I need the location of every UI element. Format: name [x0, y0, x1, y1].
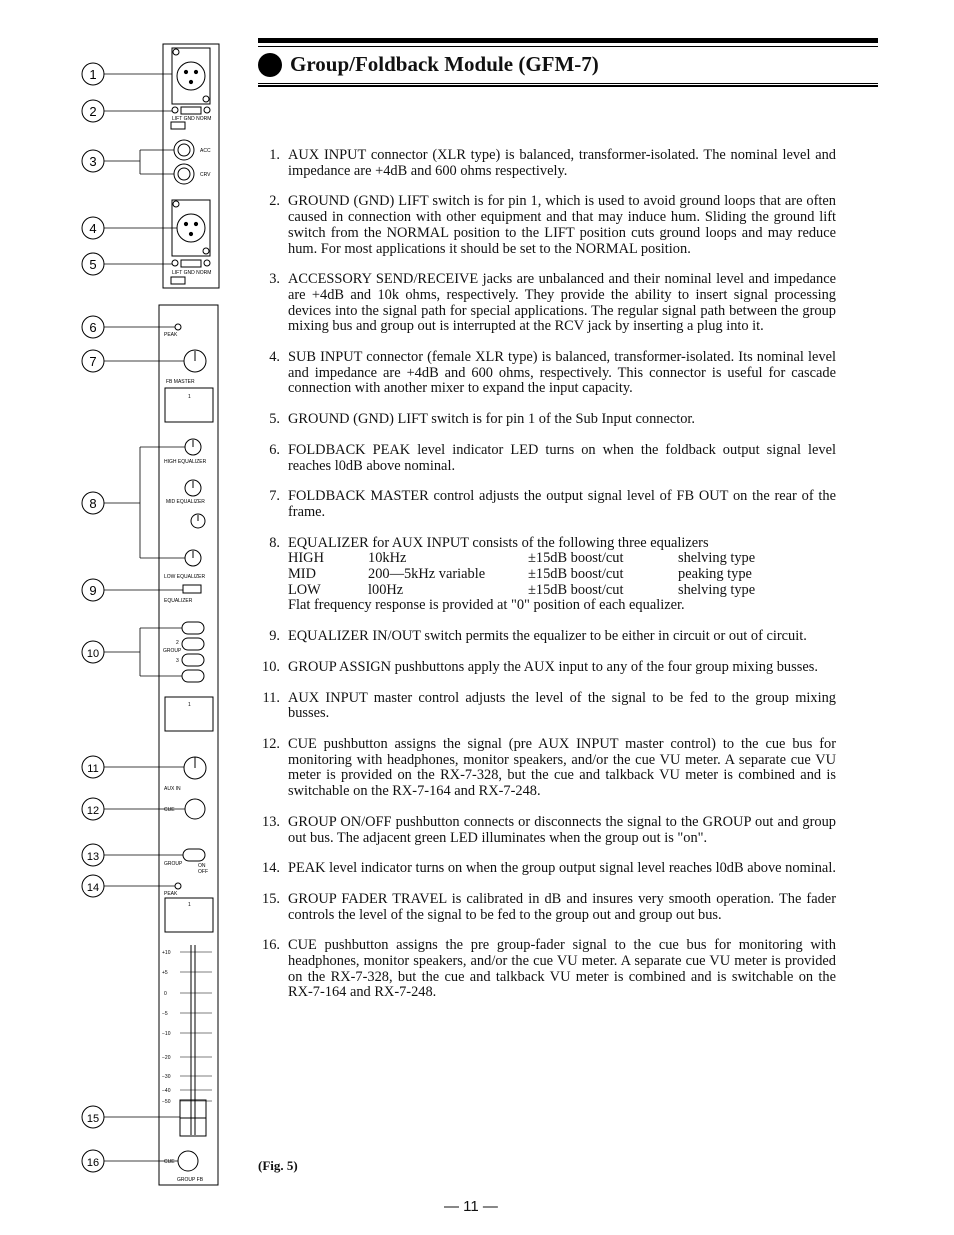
fader-scale-label: −40 [162, 1088, 171, 1094]
eq-cell: ±15dB boost/cut [528, 550, 624, 567]
label-high-eq: HIGH EQUALIZER [164, 459, 207, 465]
label-strip-3: 1 [188, 902, 191, 908]
label-group-num: 3 [176, 658, 179, 664]
cue-button-2-icon [178, 1151, 198, 1171]
label-group-num: 2 [176, 640, 179, 646]
item-text: CUE pushbutton assigns the signal (pre AUX INPUT master control) to the cue bus for monitoring with headphones, monitor speakers, and/or the cue VU meter. A separate cue VU meter is provided on the RX-7-328, but the cue and talkback VU meter is combined and is switchable on the RX-7-164 and RX-7-248. [288, 735, 836, 800]
gnd-lift-switch-2 [181, 260, 201, 267]
fader-scale-label: −50 [162, 1099, 171, 1105]
label-cue-2: CUE [164, 1159, 175, 1165]
acc-receive-jack-icon [174, 164, 194, 184]
item-text: EQUALIZER IN/OUT switch permits the equalizer to be either in circuit or out of circuit. [288, 628, 807, 645]
callout-3: 3 [89, 154, 97, 169]
group-assign-button-2-icon [182, 638, 204, 650]
label-strip-1: 1 [188, 394, 191, 400]
figure-caption: (Fig. 5) [258, 1158, 298, 1173]
eq-cell: 10kHz [368, 550, 407, 567]
aux-input-xlr-icon [177, 62, 205, 90]
item-text: GROUND (GND) LIFT switch is for pin 1 of the Sub Input connector. [288, 411, 696, 428]
group-assign-button-1-icon [182, 622, 204, 634]
label-group-fb: GROUP FB [177, 1177, 204, 1183]
label-off: OFF [198, 869, 208, 875]
callout-12: 12 [86, 805, 100, 817]
fader-scale-label: +5 [162, 970, 168, 976]
label-equalizer: EQUALIZER [164, 598, 193, 604]
item-number: 12. [262, 735, 280, 752]
item-number: 9. [269, 628, 280, 645]
label-mid-eq: MID EQUALIZER [166, 499, 205, 505]
callout-8: 8 [89, 496, 97, 511]
eq-cell: shelving type [678, 550, 756, 567]
fader-scale-label: 0 [164, 991, 167, 997]
eq-cell: shelving type [678, 581, 756, 598]
item-number: 6. [269, 441, 280, 458]
fader-scale-label: −10 [162, 1031, 171, 1037]
gnd-lift-switch-1 [181, 107, 201, 114]
label-aux-in: AUX IN [164, 786, 181, 792]
eq-cell: 200—5kHz variable [368, 566, 486, 583]
callout-16: 16 [86, 1157, 100, 1169]
label-lift-gnd-norm-2: LIFT GND NORM [172, 270, 212, 276]
callout-5: 5 [89, 257, 97, 272]
label-fb-master: FB MASTER [166, 379, 195, 385]
eq-inout-switch-icon [183, 585, 201, 593]
item-number: 5. [269, 411, 280, 428]
label-group-1: GROUP [163, 648, 182, 654]
item-text: CUE pushbutton assigns the pre group-fader signal to the cue bus for monitoring with headphones, monitor speakers, and/or the cue VU meter. A separate cue VU meter is provided on the RX-7-328, but the cue and talkback VU meter is combined and is switchable on the RX-7-164 and RX-7-248. [288, 937, 836, 1001]
group-assign-button-4-icon [182, 670, 204, 682]
eq-cell: HIGH [288, 550, 324, 567]
cue-button-1-icon [185, 799, 205, 819]
item-number: 7. [269, 488, 280, 505]
callout-2: 2 [89, 104, 97, 119]
callout-4: 4 [89, 221, 97, 236]
eq-cell: peaking type [678, 566, 752, 583]
item-text: FOLDBACK PEAK level indicator LED turns on when the foldback output signal level reaches l0dB above nominal. [288, 441, 836, 474]
fader-scale-ticks [180, 952, 212, 1101]
label-low-eq: LOW EQUALIZER [164, 574, 206, 580]
label-lift-gnd-norm-1: LIFT GND NORM [172, 116, 212, 122]
sub-input-xlr-icon [177, 214, 205, 242]
item-number: 3. [269, 271, 280, 288]
callout-14: 14 [86, 882, 100, 894]
page-title-text: Group/Foldback Module (GFM-7) [290, 52, 599, 76]
group-peak-led-icon [175, 883, 181, 889]
fb-peak-led-icon [175, 324, 181, 330]
callout-7: 7 [89, 354, 97, 369]
acc-send-jack-icon [174, 140, 194, 160]
item-text: ACCESSORY SEND/RECEIVE jacks are unbalanced and their nominal level and impedance are +4dB and 10k ohms, respectively. They provide the ability to insert signal processing devices into the signal path for special applications. The regular signal path between the group mixing bus and group out is interrupted at the RCV jack by inserting a plug into it. [288, 271, 836, 335]
item-text: GROUP ASSIGN pushbuttons apply the AUX input to any of the four group mixing busses. [288, 658, 818, 675]
eq-outro: Flat frequency response is provided at "0" position of each equalizer. [288, 597, 685, 614]
label-cue-1: CUE [164, 807, 175, 813]
item-text: AUX INPUT connector (XLR type) is balanced, transformer-isolated. The nominal level and impedance are +4dB and 600 ohms respectively. [288, 147, 836, 179]
group-assign-button-3-icon [182, 654, 204, 666]
label-strip-2: 1 [188, 702, 191, 708]
fader-scale-label: +10 [162, 950, 171, 956]
callout-11: 11 [87, 763, 99, 775]
item-text: GROUP ON/OFF pushbutton connects or disconnects the signal to the GROUP out and group out bus. The adjacent green LED illuminates when the group out is "on". [288, 813, 836, 846]
item-number: 11. [262, 689, 280, 706]
item-number: 10. [262, 658, 280, 675]
callout-15: 15 [86, 1113, 100, 1125]
item-text: PEAK level indicator turns on when the group output signal level reaches l0dB above nominal. [288, 860, 836, 877]
label-on: ON [198, 863, 206, 869]
item-text: SUB INPUT connector (female XLR type) is balanced, transformer-isolated. Its nominal level and impedance are +4dB and 600 ohms, respectively. This connector is useful for cascade connection with another mixer to expand the input capacity. [288, 349, 836, 397]
rear-panel [163, 44, 219, 288]
eq-cell: l00Hz [368, 581, 404, 598]
item-number: 16. [262, 937, 280, 954]
label-crv: CRV [200, 172, 211, 178]
callout-1: 1 [89, 67, 97, 82]
fader-scale-label: −20 [162, 1055, 171, 1061]
label-peak-1: PEAK [164, 332, 178, 338]
eq-cell: LOW [288, 581, 321, 598]
item-text: FOLDBACK MASTER control adjusts the output signal level of FB OUT on the rear of the frame. [288, 488, 836, 520]
label-peak-2: PEAK [164, 891, 178, 897]
callout-9: 9 [89, 583, 97, 598]
front-strip [159, 305, 218, 1185]
item-text: AUX INPUT master control adjusts the level of the signal to be fed to the group mixing busses. [288, 689, 836, 722]
callout-6: 6 [89, 320, 97, 335]
callout-10: 10 [86, 648, 100, 660]
item-number: 2. [269, 193, 280, 210]
item-number: 13. [262, 813, 280, 830]
group-onoff-button-icon [183, 849, 205, 861]
fader-scale-label: −5 [162, 1011, 168, 1017]
eq-cell: MID [288, 566, 316, 583]
eq-cell: ±15dB boost/cut [528, 566, 624, 583]
item-text: GROUP FADER TRAVEL is calibrated in dB and insures very smooth operation. The fader controls the level of the signal to be fed to the group out and group out bus. [288, 890, 836, 923]
eq-cell: ±15dB boost/cut [528, 581, 624, 598]
label-acc: ACC [200, 148, 211, 154]
eq-intro: EQUALIZER for AUX INPUT consists of the following three equalizers [288, 534, 709, 551]
callout-leaders [104, 74, 185, 1161]
fader-scale-label: −30 [162, 1074, 171, 1080]
item-number: 1. [269, 147, 280, 163]
item-number: 8. [269, 534, 280, 551]
item-number: 15. [262, 890, 280, 907]
label-group-2: GROUP [164, 861, 183, 867]
item-number: 4. [269, 349, 280, 366]
item-text: GROUND (GND) LIFT switch is for pin 1, which is used to avoid ground loops that are often caused in connection with other equipment and that may induce hum. Sliding the ground lift switch from the NORMAL position to the LIFT position cuts ground loops and may reduce hum. For most applications it should be set to the NORMAL position. [288, 193, 836, 257]
callout-13: 13 [86, 851, 100, 863]
page-number: — 11 — [444, 1198, 498, 1215]
item-number: 14. [262, 860, 280, 877]
